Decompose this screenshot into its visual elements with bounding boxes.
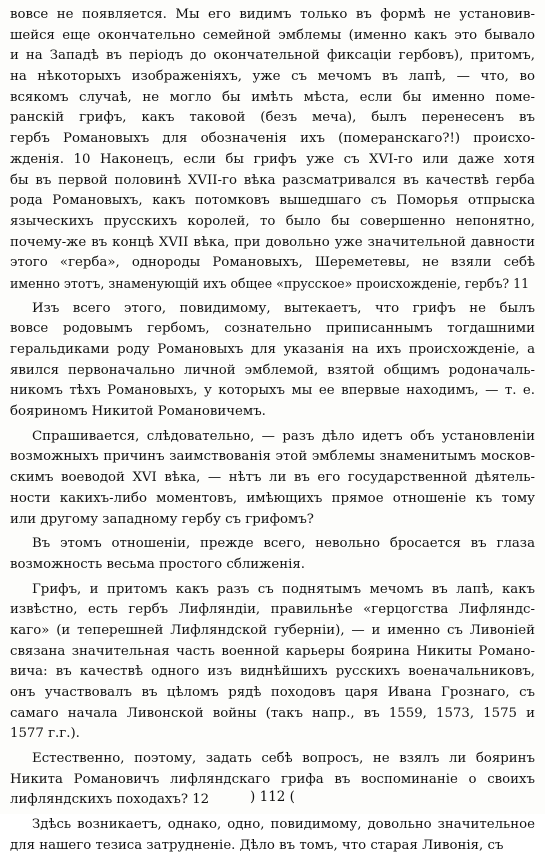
paragraph [10,580,535,746]
text-line: Изъ всего этого, повидимому, вытекаетъ, что грифъ не былъ [32,300,535,316]
text-line: Грифъ, и притомъ какъ разъ съ поднятымъ мечомъ въ лапѣ, какъ [32,581,535,597]
text-line: бы въ первой половинѣ XVII-го вѣка разсматривался въ качествѣ герба [10,172,535,188]
text-line: этого «герба», однороды Романовыхъ, Шереметевы, не взяли себѣ [10,255,535,271]
text-line: Здѣсь возникаетъ, однако, одно, повидимому, довольно значительное [32,817,535,833]
text-line: самаго начала Ливонской войны (такъ напр., въ 1559, 1573, 1575 и [10,705,535,721]
text-line: скимъ воеводой XVI вѣка, — нѣтъ ли въ его государственной дѣятель- [10,470,535,486]
text-line: на нѣкоторыхъ изображеніяхъ, уже съ мечомъ въ лапѣ, — что, во [10,69,535,85]
text-line: бояриномъ Никитой Романовичемъ. [10,404,266,420]
body-text [10,5,535,857]
text-line: или другому западному гербу съ грифомъ? [10,511,314,527]
text-line: геральдиками роду Романовыхъ для указанія на ихъ происхожденіе, а [10,342,535,357]
text-line: никомъ тѣхъ Романовыхъ, у которыхъ мы ее впервые находимъ, — т. е. [10,383,535,399]
text-line: почему-же въ концѣ XVII вѣка, при довольно уже значительной давности [10,234,535,250]
page-number: ) 112 ( [250,789,295,805]
text-line: и на Западѣ въ періодъ до окончательной фиксаціи гербовъ), притомъ, [10,48,535,64]
text-line: онъ участвовалъ въ цѣломъ рядѣ походовъ царя Ивана Грознаго, съ [10,685,535,700]
text-line: явился первоначально личной эмблемой, взятой общимъ родоначаль- [10,362,535,378]
paragraph [10,534,535,575]
text-line: вовсе не появляется. Мы его видимъ только въ формѣ не установив- [10,7,535,22]
text-line: Естественно, поэтому, задать себѣ вопросъ, не взялъ ли бояринъ [32,751,535,767]
text-line: вовсе родовымъ гербомъ, сознательно приписаннымъ тогдашними [10,321,535,337]
text-line: извѣстно, есть гербъ Лифляндіи, правильнѣе «герцогства Лифляндс- [10,602,535,618]
paragraph [10,815,535,856]
text-line: лифляндскихъ походахъ? 12 [10,792,210,808]
text-line: ранскій грифъ, какъ таковой (безъ меча), былъ перенесенъ въ [10,110,535,126]
text-line: шейся еще окончательно семейной эмблемы (именно какъ это бывало [10,27,535,43]
text-line: связана значительная часть военной карьеры боярина Никиты Романо- [10,643,535,659]
text-line: возможныхъ причинъ заимствованія этой эмблемы знаменитымъ москов- [10,449,535,465]
paragraph [10,427,535,530]
text-line: 1577 г.г.). [10,726,80,742]
text-line: для нашего тезиса затрудненіе. Дѣло въ томъ, что старая Ливонія, съ [10,837,504,853]
paragraph [10,299,535,423]
text-line: вича: въ качествѣ одного изъ виднѣйшихъ русскихъ военачальниковъ, [10,664,535,680]
text-line: кагo» (и теперешней Лифляндской губерніи), — и именно съ Ливоніей [10,622,535,638]
text-line: Въ этомъ отношеніи, прежде всего, невольно бросается въ глаза [32,536,535,552]
text-line: рода Романовыхъ, какъ потомковъ вышедшаго съ Поморья отпрыска [10,193,535,209]
text-line: именно этотъ, знаменующій ихъ общее «прусское» происхожденіе, гербъ? 11 [10,275,530,291]
paragraph [10,5,535,295]
text-line: Спрашивается, слѣдовательно, — разъ дѣло идетъ объ установленіи [32,428,535,444]
text-line: всякомъ случаѣ, не могло бы имѣть мѣста, если бы именно помe- [10,89,535,105]
text-line: жденія. 10 Наконецъ, если бы грифъ уже съ XVI-го или даже хотя [10,151,535,167]
text-line: Никита Романовичъ лифляндскаго грифа въ воспоминаніе о своихъ [10,771,535,787]
text-line: гербъ Романовыхъ для обозначенія ихъ (померанскаго?!) происхо- [10,131,535,147]
text-line: ности какихъ-либо моментовъ, имѣющихъ прямое отношеніе къ тому [10,490,535,506]
text-line: возможность весьма простого сближенія. [10,556,305,572]
text-line: языческихъ прусскихъ королей, то было бы совершенно непонятно, [10,213,535,229]
